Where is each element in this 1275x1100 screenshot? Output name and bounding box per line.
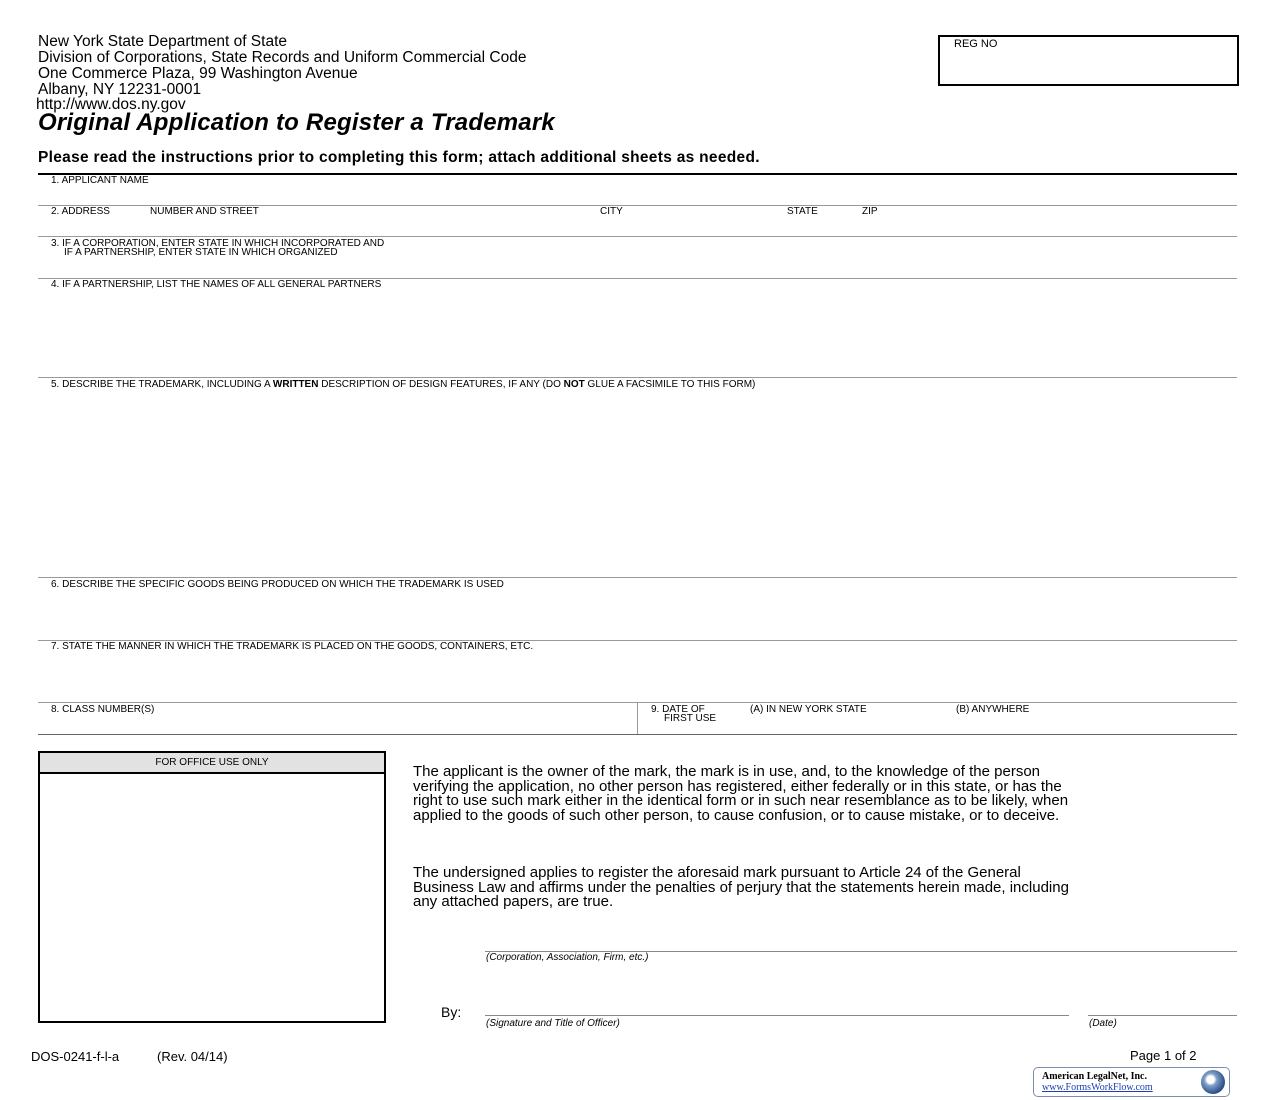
- office-use-box: [38, 751, 386, 1023]
- logo-name: American LegalNet, Inc.: [1042, 1071, 1147, 1082]
- divider: [38, 577, 1237, 578]
- officer-signature-line: [485, 1015, 1069, 1016]
- by-label: By:: [441, 1004, 462, 1020]
- city-label: CITY: [600, 206, 623, 217]
- city-address: Albany, NY 12231-0001: [38, 81, 202, 98]
- first-use-ny-field[interactable]: [745, 716, 950, 733]
- office-use-header: FOR OFFICE USE ONLY: [40, 753, 384, 774]
- street-address: One Commerce Plaza, 99 Washington Avenue: [38, 65, 358, 82]
- applicant-name-label: 1. APPLICANT NAME: [51, 175, 149, 186]
- first-use-label-2: FIRST USE: [664, 713, 717, 724]
- goods-label: 6. DESCRIBE THE SPECIFIC GOODS BEING PRODUCED ON WHICH THE TRADEMARK IS USED: [51, 579, 504, 590]
- instructions: Please read the instructions prior to completing this form; attach additional sheets as needed.: [38, 149, 760, 166]
- statement-line: right to use such mark either in the identical form or in such near resemblance as to be likely, when: [413, 792, 1069, 809]
- divider: [38, 236, 1237, 237]
- date-field[interactable]: [1088, 995, 1237, 1015]
- divider: [38, 734, 1237, 735]
- officer-signature-field[interactable]: [485, 995, 1069, 1015]
- first-use-anywhere-label: (B) ANYWHERE: [956, 704, 1030, 715]
- class-number-label: 8. CLASS NUMBER(S): [51, 704, 155, 715]
- address-label: 2. ADDRESS: [51, 206, 110, 217]
- first-use-label-1: 9. DATE OF: [651, 704, 705, 715]
- incorporation-label-1: 3. IF A CORPORATION, ENTER STATE IN WHICH INCORPORATED AND: [51, 238, 385, 249]
- zip-label: ZIP: [862, 206, 878, 217]
- class-number-field[interactable]: [38, 716, 636, 733]
- division-name: Division of Corporations, State Records and Uniform Commercial Code: [38, 49, 527, 66]
- statement-line: The applicant is the owner of the mark, the mark is in use, and, to the knowledge of the person: [413, 763, 1041, 780]
- statement-line: any attached papers, are true.: [413, 893, 614, 910]
- globe-icon: [1201, 1070, 1225, 1094]
- label-part: DESCRIPTION OF DESIGN FEATURES, IF ANY (DO: [318, 379, 564, 390]
- divider: [38, 377, 1237, 378]
- entity-caption: (Corporation, Association, Firm, etc.): [486, 952, 649, 963]
- page-number: Page 1 of 2: [1130, 1048, 1197, 1063]
- american-legalnet-logo[interactable]: [1033, 1067, 1230, 1097]
- label-part: 5. DESCRIBE THE TRADEMARK, INCLUDING A: [51, 379, 273, 390]
- signature-caption: (Signature and Title of Officer): [486, 1018, 620, 1029]
- label-part: GLUE A FACSIMILE TO THIS FORM): [584, 379, 756, 390]
- statement-line: The undersigned applies to register the aforesaid mark pursuant to Article 24 of the General: [413, 864, 1021, 881]
- date-caption: (Date): [1089, 1018, 1117, 1029]
- ownership-statement: [413, 765, 1243, 823]
- form-number: DOS-0241-f-l-a: [31, 1049, 120, 1064]
- trademark-description-label: [51, 380, 755, 389]
- agency-name: New York State Department of State: [38, 33, 287, 50]
- state-label: STATE: [787, 206, 818, 217]
- applicant-name-field[interactable]: [38, 183, 1237, 205]
- affirmation-statement: [413, 866, 1243, 910]
- statement-line: applied to the goods of such other person, to cause confusion, or to cause mistake, or to deceive.: [413, 806, 1060, 824]
- logo-url[interactable]: www.FormsWorkFlow.com: [1042, 1082, 1153, 1093]
- statement-line: verifying the application, no other person has registered, either federally or in this state, or has the: [413, 777, 1062, 795]
- label-emphasis: WRITTEN: [272, 379, 319, 390]
- partners-label: 4. IF A PARTNERSHIP, LIST THE NAMES OF ALL GENERAL PARTNERS: [51, 279, 382, 290]
- reg-no-box[interactable]: [938, 35, 1239, 86]
- goods-field[interactable]: [38, 592, 1237, 639]
- date-line: [1088, 1015, 1237, 1016]
- label-emphasis: NOT: [563, 379, 585, 390]
- street-label: NUMBER AND STREET: [150, 206, 259, 217]
- trademark-description-field[interactable]: [38, 392, 1237, 576]
- first-use-ny-label: (A) IN NEW YORK STATE: [750, 704, 867, 715]
- incorporation-state-field[interactable]: [38, 258, 1237, 277]
- entity-name-field[interactable]: [485, 930, 1237, 951]
- page-title: Original Application to Register a Trademark: [38, 109, 555, 136]
- statement-line: Business Law and affirms under the penalties of perjury that the statements herein made, including: [413, 878, 1069, 896]
- manner-field[interactable]: [38, 654, 1237, 701]
- first-use-anywhere-field[interactable]: [952, 716, 1237, 733]
- address-field[interactable]: [38, 215, 1237, 236]
- reg-no-label: REG NO: [954, 38, 998, 50]
- column-divider: [637, 703, 638, 734]
- form-top-rule: [38, 173, 1237, 175]
- agency-url: http://www.dos.ny.gov: [36, 96, 186, 113]
- manner-label: 7. STATE THE MANNER IN WHICH THE TRADEMARK IS PLACED ON THE GOODS, CONTAINERS, ETC.: [51, 641, 534, 652]
- revision: (Rev. 04/14): [157, 1049, 228, 1064]
- partners-field[interactable]: [38, 290, 1237, 376]
- incorporation-label-2: IF A PARTNERSHIP, ENTER STATE IN WHICH ORGANIZED: [64, 247, 338, 258]
